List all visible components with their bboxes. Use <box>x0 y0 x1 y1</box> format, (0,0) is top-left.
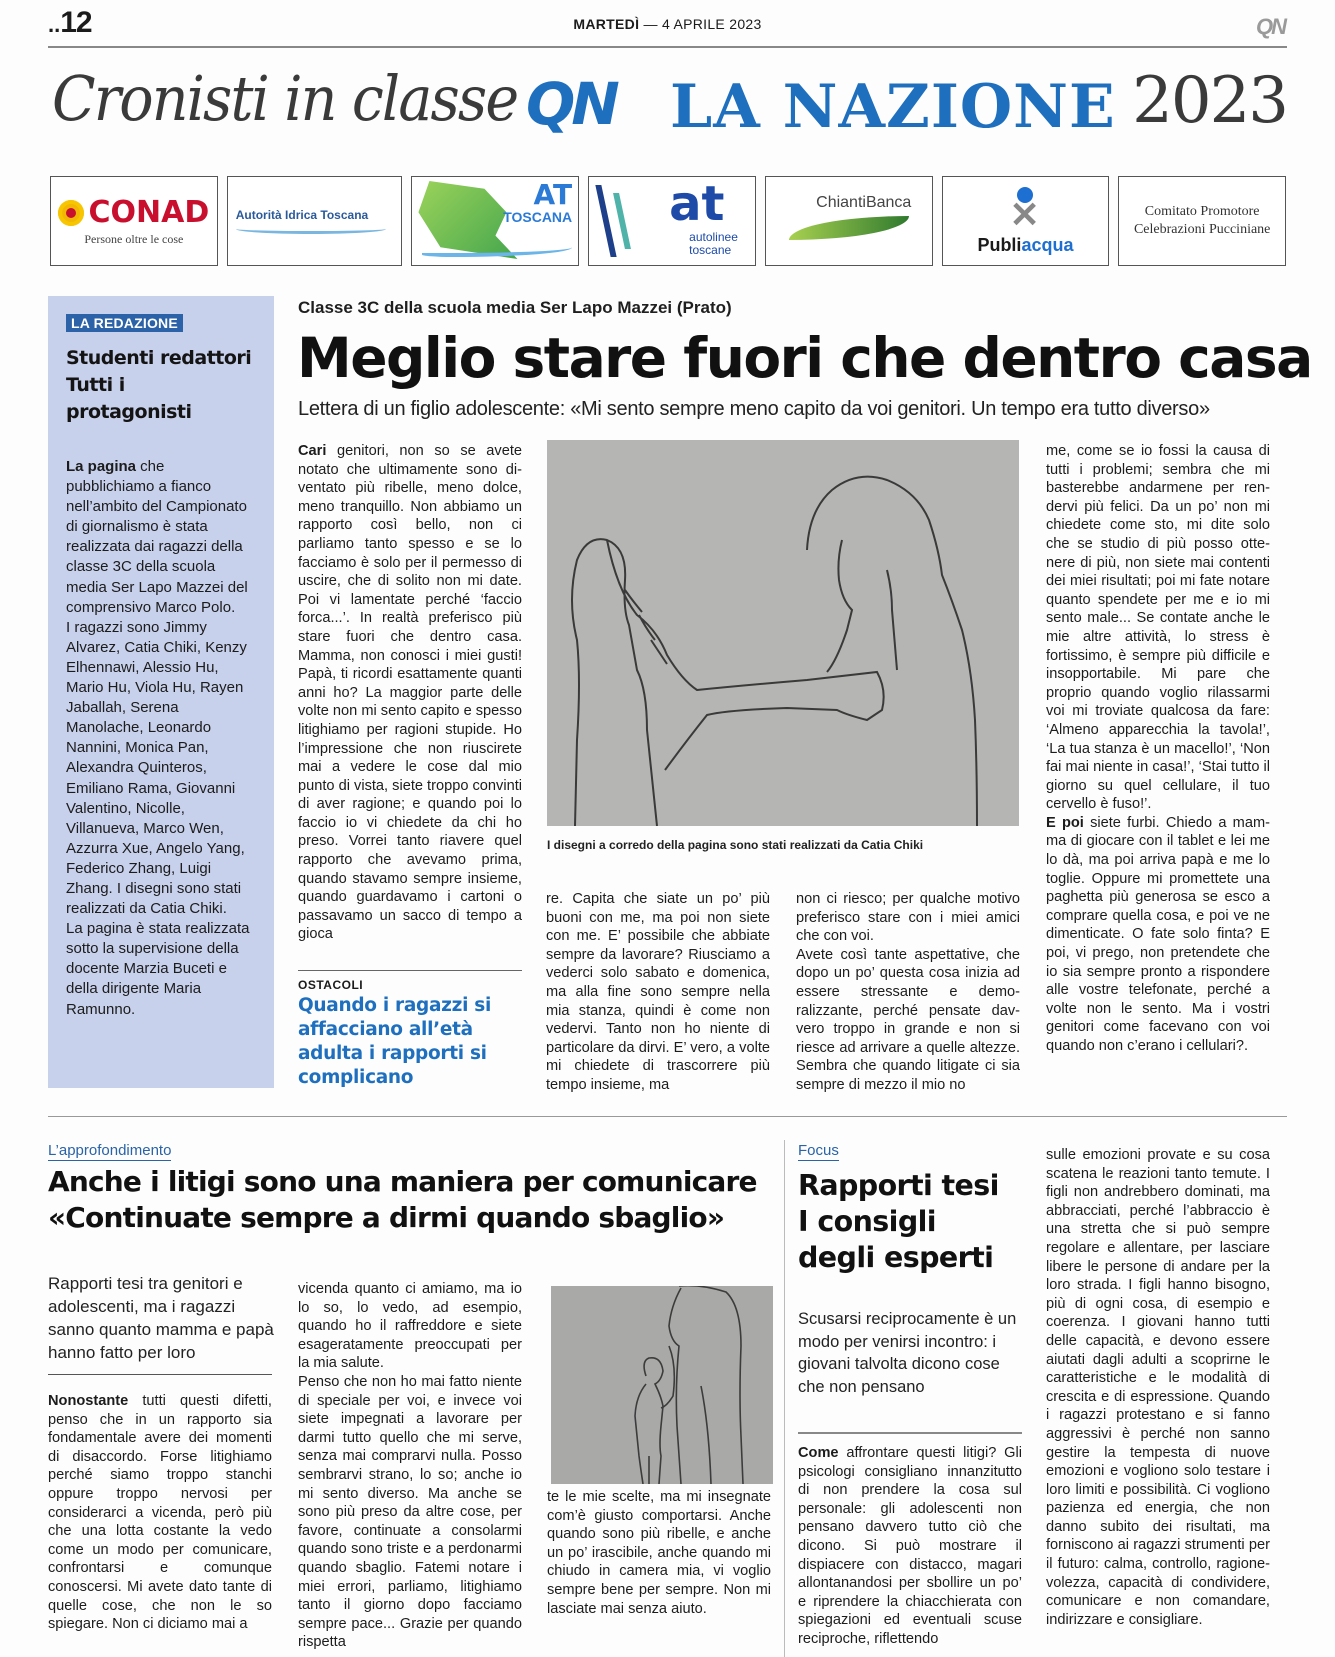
focus-title-line3: degli esperti <box>798 1241 994 1274</box>
ostacoli-title: Quando i ragazzi si affacciano all’età adulta i rapporti si complicano <box>298 995 492 1088</box>
approfondimento-title <box>48 1164 788 1236</box>
approfondimento-lead: Nonostante <box>48 1393 129 1409</box>
newspaper-name: LA NAZIONE <box>670 72 1116 142</box>
section-title: Cronisti in classe <box>52 62 518 135</box>
article-column-3: non ci riesco; per qualche motivo preferisco stare con i miei amici che con voi. Avete così tante aspettative, che dopo un po’ questa cosa inizia ad essere stressante e demoralizzante, perché pensate davvero troppo in grande e non si riesce ad arrivare a quelle altezze. Sembra che quando litigate ci sia sempre di mezzo il mio no <box>796 891 1020 1093</box>
sponsor-chiantibanca <box>765 176 933 266</box>
article-column-2: re. Capita che siate un po’ più buoni con me, ma poi non siete con me. E’ possibile che abbiate sempre da lavorare? Riusciamo a vederci solo sabato e domenica, ma alla fine sono sempre nella mia stanza, quindi è come non vedervi. Tanto non ho niente di particolare da dirvi. E’ vero, a volte mi chiedete di trascorrere più tempo insieme, ma <box>546 891 770 1093</box>
sponsor-ato-toscana <box>411 176 579 266</box>
sidebar-title-line2: Tutti i protagonisti <box>66 374 192 423</box>
sidebar-lead: La pagina <box>66 458 137 475</box>
article-col1-text: genitori, non so se avete notato che ultimamente sono diventato più ribelle, meno dolce, meno tranquillo. Non abbiamo un rapporto così bello, non ci parliamo tanto spesso e se lo facciamo è solo per il permesso di uscire, che di solito non mi date. Poi vi lamentate perché ‘faccio forca...’. In realtà preferisco più stare fuori che dentro casa. Mamma, non conosci i miei gusti! Papà, ti ricordi esattamente quanti anni ho? La maggior parte delle volte non mi sento capito e spesso litighiamo per ragioni stupide. Ho l’impressione che non riuscirete mai a vedere le cose dal mio punto di vista, siete troppo convinti di aver ragione; e quando poi lo faccio io vi chiedete da chi ho preso. Vorrei tanto riavere quel rapporto che avevamo prima, quando stavamo sempre insieme, quando guardavamo i cartoni o passavamo un sacco di tempo a gioca <box>298 443 522 943</box>
article-col4a-text: me, come se io fossi la causa di tutti i problemi; sembra che mi basterebbe andarmene per rendervi più felici. Da un po’ non mi chiedete come sto, mi dite solo che se studio di più posso ottenere di più, non siete mai contenti dei miei risultati; poi mi fate notare quanto spendete per me e io mi sento male... Se contate anche le mie altre attività, lo stress è fortissimo, è sempre più difficile e insopportabile. Mi pare che proprio quando voglio rilassarmi voi mi troviate qualcosa da fare: ‘Almeno apparecchia la tavola!’, ‘La tua stanza è un macello!’, ‘Non fai mai niente in casa!’, ‘Stai tutto il giorno su quel cellulare, il tuo cervello è fuso!’. <box>1046 443 1270 813</box>
sponsor-strip <box>50 176 1286 266</box>
article-headline: Meglio stare fuori che dentro casa <box>297 326 1312 390</box>
approfondimento-column-3: te le mie scelte, ma mi insegnate com’è giusto comportarsi. Anche quando sono più ribelle, e anche un po’ irascibile, anche quando mi chiudo in camera mia, vi voglio sempre bene per sempre. Non mi lasciate mai senza aiuto. <box>547 1489 771 1617</box>
sea-wave-icon <box>422 245 572 257</box>
ait-name: Autorità Idrica Toscana <box>235 208 369 222</box>
stripes-icon <box>596 185 661 257</box>
header-divider <box>48 46 1287 48</box>
drawing-illustration <box>547 440 1019 826</box>
puccini-line2: Celebrazioni Pucciniane <box>1133 222 1271 237</box>
ato-name: AT <box>533 178 573 211</box>
page-prefix: .. <box>48 12 61 37</box>
article-column-4 <box>1046 442 1270 1056</box>
article-kicker: Classe 3C della scuola media Ser Lapo Mazzei (Prato) <box>298 298 732 317</box>
chianti-name: ChiantiBanca <box>816 194 912 211</box>
sidebar-redazione <box>48 296 274 1088</box>
ato-sub: TOSCANA <box>503 209 573 225</box>
approfondimento-title-line1: Anche i litigi sono una maniera per comunicare <box>48 1165 757 1198</box>
approfondimento-divider <box>48 1374 272 1375</box>
focus-title-line1: Rapporti tesi <box>798 1169 999 1202</box>
puccini-line1: Comitato Promotore <box>1144 204 1260 219</box>
focus-deck: Scusarsi reciprocamente è un modo per venirsi incontro: i giovani talvolta dicono cose che non pensano <box>798 1310 1017 1396</box>
sidebar-p3: La pagina è stata realizzata sotto la supervisione della docente Marzia Buceti e della dirigente Maria Ramunno. <box>66 920 250 1018</box>
sponsor-autolinee-toscane <box>588 176 756 266</box>
person-icon <box>1005 187 1045 235</box>
focus-column-2: sulle emozioni provate e su cosa scatena le reazioni tanto temute. I figli non andrebbero dominati, ma abbracciati, perché l’abbraccio è una stretta che si può sempre regolare e allentare, per lasciare libere le persone di andare per la loro strada. I figli hanno bisogno, più di ogni cosa, di esempio e coerenza. I giovani hanno tutti delle capacità, e devono essere aiutati dagli adulti a scoprirne le caratteristiche e le modalità di crescita e di espressione. Quando i ragazzi protestano e si fanno aggressivi è perché non sanno gestire la tempesta di nuove emozioni e vogliono solo testare i loro limiti e possibilità. Ci vogliono pazienza ed energia, che non danno subito dei risultati, ma forniscono ai ragazzi strumenti per il futuro: calma, controllo, ragionevolezza, capacità di condividere, comunicare e non comandare, indirizzare e consigliare. <box>1046 1147 1270 1628</box>
sidebar-p2: I ragazzi sono Jimmy Alvarez, Catia Chiki, Kenzy Elhennawi, Alessio Hu, Mario Hu, Viola Hu, Rayen Jaballah, Serena Manolache, Leonardo Nannini, Monica Pan, Alexandra Quinteros, Emiliano Rama, Giovanni Valentino, Nicolle, Villanueva, Marco Wen, Azzurra Xue, Angelo Yang, Federico Zhang, Luigi Zhang. I disegni sono stati realizzati da Catia Chiki. <box>66 618 247 918</box>
page-number-value: 12 <box>60 6 92 39</box>
article-deck: Lettera di un figlio adolescente: «Mi sento sempre meno capito da voi genitori. Un tempo era tutto diverso» <box>298 398 1210 420</box>
sponsor-publiacqua <box>942 176 1110 266</box>
conad-tagline: Persone oltre le cose <box>84 232 184 246</box>
approfondimento-deck: Rapporti tesi tra genitori e adolescenti, ma i ragazzi sanno quanto mamma e papà hanno fatto per loro <box>48 1274 274 1362</box>
article-column-1 <box>298 442 522 944</box>
sidebar-body <box>66 457 256 1020</box>
ostacoli-tag: OSTACOLI <box>298 978 364 992</box>
at-sub1: autolinee <box>689 230 738 244</box>
column-separator <box>784 1140 785 1657</box>
parent-child-sketch <box>551 1286 773 1484</box>
focus-tag: Focus <box>798 1142 839 1159</box>
publi-name-a: Publi <box>977 234 1022 255</box>
approfondimento-column-1 <box>48 1392 272 1634</box>
approfondimento-tag: L’approfondimento <box>48 1142 172 1159</box>
article-col4b-text: siete furbi. Chiedo a mamma di giocare con il tablet e lei me lo dà, ma poi arriva papà e me lo toglie. Oppure mi promettete una paghetta più generosa se esco a comprare quella cosa, e poi ve ne dimenticate. O fate solo finta? E poi, vi prego, non pretendete che io sia sempre pronto a rispondere alle vostre telefonate, perché a volte non le sento. Ma i vostri genitori come facevano con voi quando non c’erano i cellulari?. <box>1046 814 1270 1054</box>
at-sub2: toscane <box>689 243 732 257</box>
issue-date: MARTEDÌ — 4 APRILE 2023 <box>573 16 762 32</box>
leaf-icon <box>789 216 909 240</box>
section-divider <box>48 1116 1287 1117</box>
sponsor-puccini <box>1118 176 1286 266</box>
article-col4-lead: E poi <box>1046 814 1084 831</box>
sponsor-conad <box>50 176 218 266</box>
edition-year: 2023 <box>1132 64 1287 138</box>
illustration-caption: I disegni a corredo della pagina sono stati realizzati da Catia Chiki <box>547 838 924 852</box>
masthead <box>48 58 1287 148</box>
approfondimento-title-line2: «Continuate sempre a dirmi quando sbaglio» <box>48 1201 725 1234</box>
drawing-sketch <box>547 440 1019 826</box>
article-lead: Cari <box>298 443 327 459</box>
sponsor-autorita-idrica <box>227 176 403 266</box>
date-value: 4 APRILE 2023 <box>661 16 762 32</box>
flower-icon <box>58 200 84 226</box>
publi-name-b: acqua <box>1021 234 1074 255</box>
focus-column-1 <box>798 1444 1022 1649</box>
sidebar-p1: che pubblichiamo a fianco nell’ambito del Campionato di giornalismo è stata realizzata dai ragazzi della classe 3C della scuola media Ser Lapo Mazzei del comprensivo Marco Polo. <box>66 458 248 616</box>
qn-small-logo: QN <box>1256 14 1285 39</box>
focus-title <box>798 1168 1028 1276</box>
sidebar-title <box>66 345 256 426</box>
weekday: MARTEDÌ <box>573 16 640 32</box>
focus-title-line2: I consigli <box>798 1205 936 1238</box>
parent-child-illustration <box>551 1286 773 1484</box>
focus-lead: Come <box>798 1445 839 1461</box>
ostacoli-divider <box>298 970 522 971</box>
focus-divider <box>798 1432 1022 1434</box>
sidebar-tag: LA REDAZIONE <box>66 314 183 332</box>
sidebar-title-line1: Studenti redattori <box>66 347 252 369</box>
approfondimento-col1-text: tutti questi difetti, penso che in un rapporto sia fondamentale avere dei momenti di disaccordo. Forse litighiamo perché siamo troppo stanchi oppure troppo nervosi per considerarci a vicenda, però più che una lotta costante la vedo come un modo per comunicare, confrontarsi e comunque conoscersi. Mi avete dato tante di quelle cose, che non le so spiegare. Non ci diciamo mai a <box>48 1393 272 1633</box>
qn-logo: QN <box>526 70 616 138</box>
wave-icon <box>236 224 386 234</box>
at-name: at <box>669 176 725 232</box>
focus-col1-text: affrontare questi litigi? Gli psicologi consigliano innanzitutto di non prendere la cosa sul personale: gli adolescenti non pensano davvero tutto ciò che dicono. Si può mostrare il dispiacere con distacco, magari allontanandosi per sbollire un po’ e riprendere la chiacchierata con spiegazioni ed eventuali scuse reciproche, riflettendo <box>798 1445 1022 1647</box>
approfondimento-column-2: vicenda quanto ci amiamo, ma io lo so, lo vedo, ad esempio, quando ho il raffreddore e siete esageratamente preoccupati per la mia salute. Penso che non ho mai fatto niente di speciale per voi, e invece voi siete impegnati a lavorare per darmi tutto quello che mi serve, senza mai comprarvi nulla. Posso sembrarvi strano, lo so; anche io mi sento diverso. Ma anche se sono più preso da altre cose, per favore, continuate a consolarmi quando sono triste e a perdonarmi quando sbaglio. Fatemi notare i miei errori, parliamo, litighiamo tanto il giorno dopo facciamo sempre pace... Grazie per quando rispetta <box>298 1281 522 1651</box>
conad-name: CONAD <box>88 195 210 230</box>
